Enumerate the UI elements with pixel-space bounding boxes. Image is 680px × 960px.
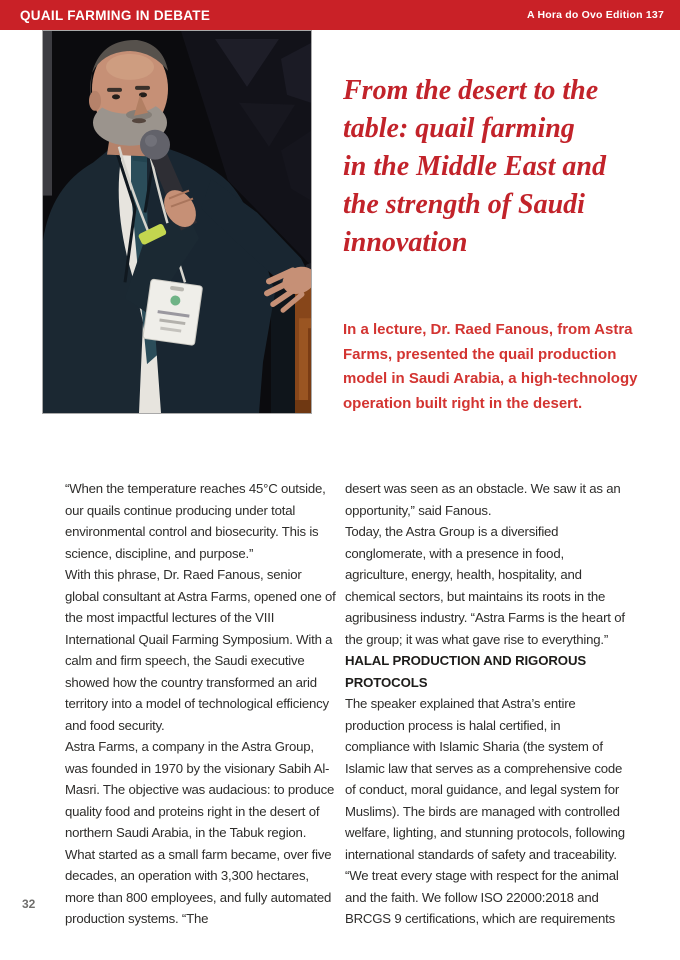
body-paragraph: Astra Farms, a company in the Astra Group, was founded in 1970 by the visionary Sabih Al-Masri. The objective was audacious: to produce quality food and proteins right in the desert of northern Saudi Arabia, in the Tabuk region. What started as a small farm became, over five decades, an operation with 3,300 hectares, more than 800 employees, and fully automated production systems. “The: [65, 739, 335, 926]
body-column-right: [345, 478, 627, 930]
body-paragraph: “When the temperature reaches 45°C outside, our quails continue producing under total environmental control and biosecurity. This is science, discipline, and purpose.”: [65, 481, 326, 561]
speaker-photo-illustration: [43, 31, 311, 413]
body-column-left: [65, 478, 337, 930]
body-paragraph: desert was seen as an obstacle. We saw it as an opportunity,” said Fanous.: [345, 481, 621, 518]
article-headline: [343, 72, 653, 262]
article-standfirst: In a lecture, Dr. Raed Fanous, from Astra Farms, presented the quail production model in Saudi Arabia, a high-technology operation built right in the desert.: [343, 321, 638, 412]
headline-line: in the Middle East and: [343, 151, 606, 182]
body-paragraph: The speaker explained that Astra’s entire production process is halal certified, in compliance with Islamic Sharia (the system of Islamic law that serves as a comprehensive code of conduct, moral guidance, and legal system for Muslims). The birds are managed with controlled welfare, lighting, and stunning protocols, following international standards of safety and traceability.: [345, 696, 625, 862]
body-paragraph: Today, the Astra Group is a diversified conglomerate, with a presence in food, agriculture, energy, health, hospitality, and chemical sectors, but maintains its roots in the agribusiness industry. “Astra Farms is the heart of the group; it was what gave rise to everything.”: [345, 524, 625, 647]
body-subheading: HALAL PRODUCTION AND RIGOROUS PROTOCOLS: [345, 653, 587, 690]
headline-line: table: quail farming: [343, 113, 575, 144]
speaker-photo: [43, 31, 311, 413]
headline-line: From the desert to the: [343, 75, 599, 106]
section-title: QUAIL FARMING IN DEBATE: [20, 7, 211, 23]
body-paragraph: With this phrase, Dr. Raed Fanous, senior global consultant at Astra Farms, opened one of the most impactful lectures of the VIII International Quail Farming Symposium. With a calm and firm speech, the Saudi executive showed how the country transformed an arid territory into a model of technological efficiency and food security.: [65, 567, 336, 733]
headline-line: the strength of Saudi: [343, 189, 585, 220]
edition-label: A Hora do Ovo Edition 137: [526, 9, 664, 21]
top-bar: [0, 0, 680, 30]
headline-line: innovation: [343, 227, 468, 258]
body-paragraph: “We treat every stage with respect for the animal and the faith. We follow ISO 22000:2018 and BRCGS 9 certifications, which are requirements: [345, 868, 619, 926]
page-number: 32: [22, 897, 36, 911]
